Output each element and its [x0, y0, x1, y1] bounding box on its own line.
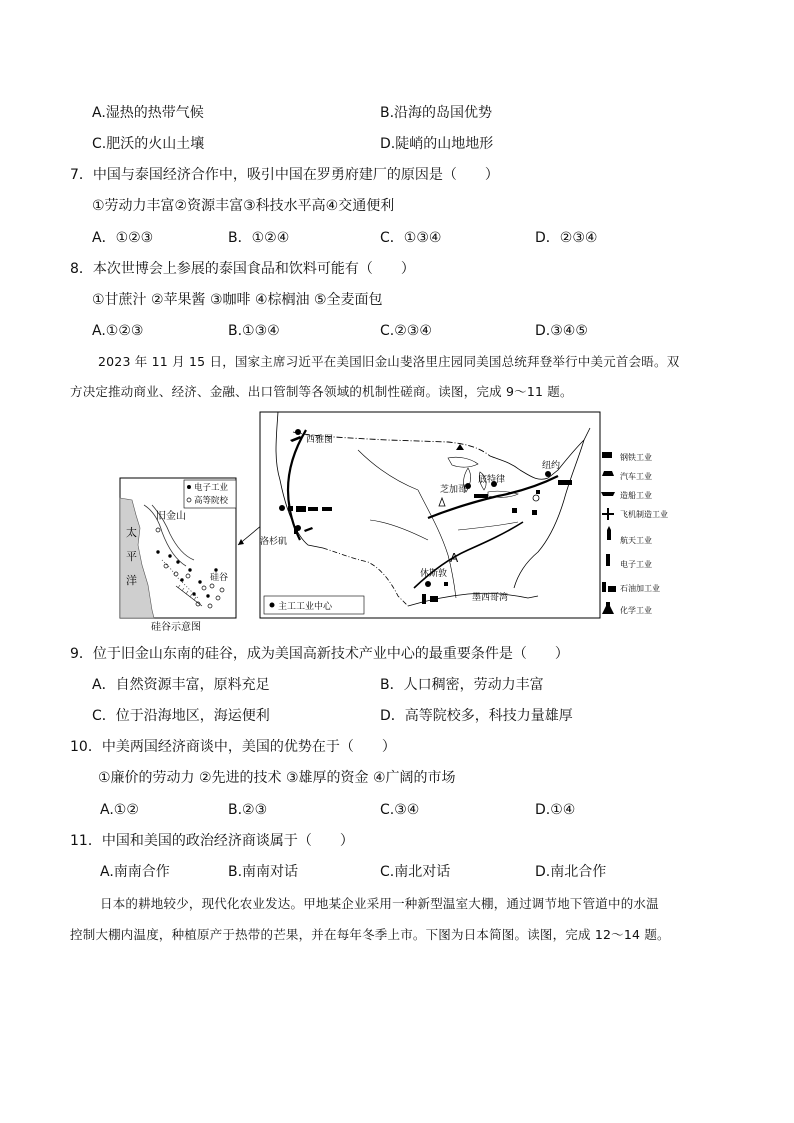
- refinery-icon: [602, 582, 616, 592]
- q10-items: ①廉价的劳动力 ②先进的技术 ③雄厚的资金 ④广阔的市场: [98, 770, 456, 786]
- legend-oil-refining: 石油加工业: [620, 584, 660, 593]
- legend-aircraft: 飞机制造工业: [620, 510, 668, 519]
- q8-stem: 8．本次世博会上参展的泰国食品和饮料可能有（ ）: [70, 261, 415, 277]
- q9-option-d: D．高等院校多，科技力量雄厚: [380, 708, 573, 724]
- legend-aerospace: 航天工业: [620, 536, 652, 545]
- car-icon: [602, 471, 614, 476]
- city-seattle: 西雅图: [306, 435, 334, 445]
- q7-items: ①劳动力丰富②资源丰富③科技水平高④交通便利: [92, 198, 395, 214]
- city-detroit: 底特律: [478, 475, 506, 485]
- q11-option-c: C.南北对话: [380, 864, 451, 880]
- q9-option-a: A．自然资源丰富，原料充足: [92, 677, 270, 693]
- q11-option-d: D.南北合作: [535, 864, 607, 880]
- q7-option-b: B．①②④: [228, 230, 290, 246]
- q7-option-c: C．①③④: [380, 230, 442, 246]
- q9-stem: 9．位于旧金山东南的硅谷，成为美国高新技术产业中心的最重要条件是（ ）: [70, 646, 569, 662]
- electronics-icon: [606, 554, 610, 566]
- legend-automobile: 汽车工业: [620, 472, 652, 481]
- q10-option-b: B.②③: [228, 802, 268, 818]
- q10-option-c: C.③④: [380, 802, 420, 818]
- rocket-icon: [607, 526, 611, 540]
- chemical-icon: [602, 602, 614, 614]
- q6-option-d: D.陡峭的山地地形: [380, 136, 494, 152]
- inset-legend-electronics: 电子工业: [194, 483, 229, 493]
- inset-legend-university: 高等院校: [194, 496, 229, 506]
- q10-option-d: D.①④: [535, 802, 576, 818]
- intro1-line1: 2023 年 11 月 15 日，国家主席习近平在美国旧金山斐洛里庄园同美国总统拜登举行中美元首会晤。双: [98, 354, 680, 369]
- q10-stem: 10．中美两国经济商谈中，美国的优势在于（ ）: [70, 739, 396, 755]
- q7-option-d: D．②③④: [535, 230, 598, 246]
- inset-ocean-label-3: 洋: [126, 574, 137, 587]
- map-point-a: A: [450, 551, 459, 565]
- q6-option-b: B.沿海的岛国优势: [380, 105, 493, 121]
- inset-sf-label: 旧金山: [156, 511, 186, 522]
- q11-option-b: B.南南对话: [228, 864, 299, 880]
- q11-option-a: A.南南合作: [100, 864, 170, 880]
- city-new-york: 纽约: [542, 461, 561, 471]
- q8-items: ①甘蔗汁 ②苹果酱 ③咖啡 ④棕榈油 ⑤全麦面包: [92, 292, 383, 308]
- city-los-angeles: 洛杉矶: [260, 537, 288, 547]
- q8-option-d: D.③④⑤: [535, 323, 588, 339]
- intro2-line1: 日本的耕地较少，现代化农业发达。甲地某企业采用一种新型温室大棚，通过调节地下管道中的水温: [100, 896, 659, 911]
- q8-option-a: A.①②③: [92, 323, 144, 339]
- legend-industry-center: 主工工业中心: [278, 602, 333, 612]
- ship-icon: [601, 492, 615, 496]
- q9-option-b: B．人口稠密，劳动力丰富: [380, 677, 544, 693]
- inset-ocean-label-2: 平: [126, 550, 137, 563]
- intro2-line2: 控制大棚内温度，种植原产于热带的芒果，并在每年冬季上市。下图为日本简图。读图，完成 12～14 题。: [70, 927, 670, 942]
- inset-caption: 硅谷示意图: [151, 622, 201, 633]
- industry-legend: [601, 452, 668, 615]
- city-chicago: 芝加哥: [440, 485, 468, 495]
- q7-stem: 7．中国与泰国经济合作中，吸引中国在罗勇府建厂的原因是（ ）: [70, 167, 499, 183]
- intro1-line2: 方决定推动商业、经济、金融、出口管制等各领域的机制性磋商。读图，完成 9～11 题。: [70, 384, 573, 399]
- q6-option-c: C.肥沃的火山土壤: [92, 136, 205, 152]
- legend-steel: 钢铁工业: [620, 453, 652, 462]
- q6-option-a: A.湿热的热带气候: [92, 105, 204, 121]
- q10-option-a: A.①②: [100, 802, 139, 818]
- usa-map: [260, 412, 600, 618]
- q11-stem: 11．中国和美国的政治经济商谈属于（ ）: [70, 833, 354, 849]
- silicon-valley-inset: [120, 478, 236, 618]
- q8-option-c: C.②③④: [380, 323, 432, 339]
- inset-valley-label: 硅谷: [210, 573, 229, 583]
- q8-option-b: B.①③④: [228, 323, 280, 339]
- q7-option-a: A．①②③: [92, 230, 154, 246]
- airplane-icon: [602, 508, 614, 520]
- legend-chemical: 化学工业: [620, 606, 652, 615]
- steel-icon: [602, 452, 612, 458]
- city-houston: 休斯敦: [420, 569, 448, 579]
- legend-electronics: 电子工业: [620, 560, 652, 569]
- q9-option-c: C．位于沿海地区，海运便利: [92, 708, 270, 724]
- inset-ocean-label-1: 太: [126, 526, 137, 539]
- gulf-of-mexico: 墨西哥湾: [472, 593, 509, 603]
- legend-shipbuilding: 造船工业: [620, 491, 652, 500]
- usa-industry-map-figure: [118, 410, 698, 635]
